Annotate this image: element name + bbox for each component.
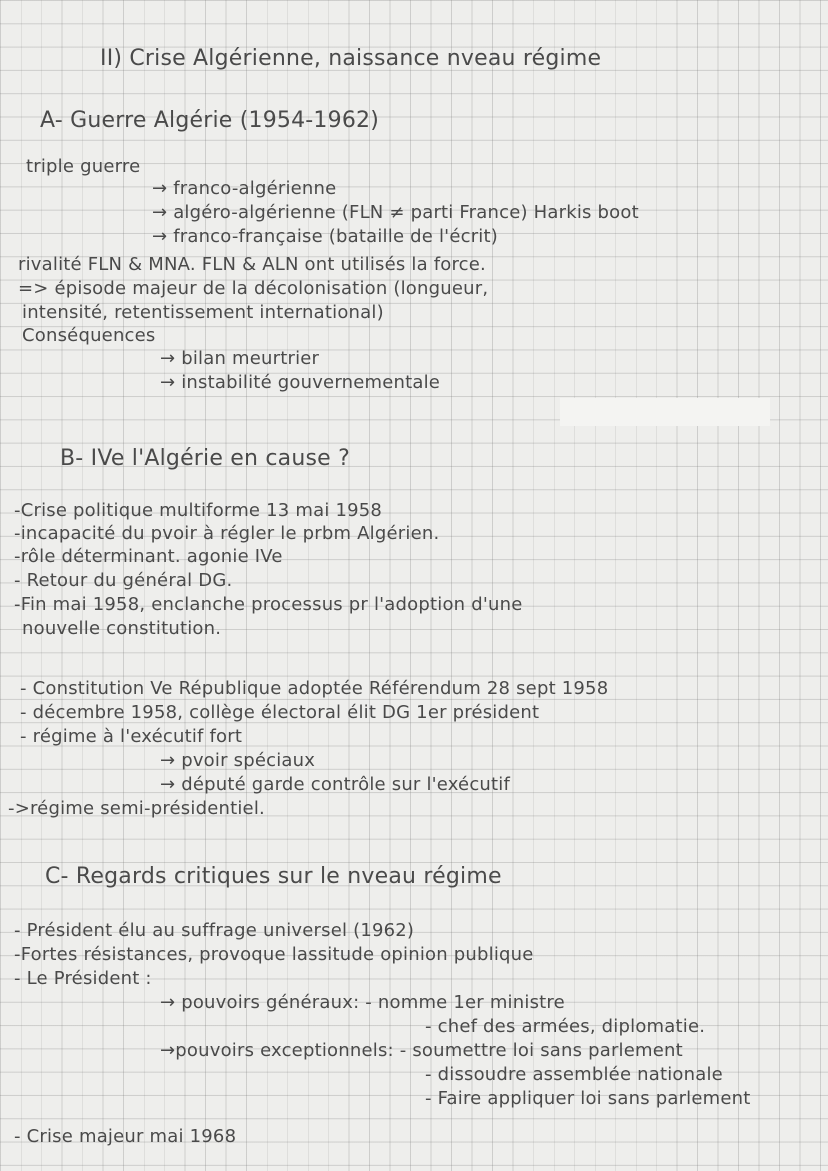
section-b-heading: B- IVe l'Algérie en cause ? <box>60 446 350 471</box>
note-line: - Retour du général DG. <box>14 570 233 591</box>
note-line: -incapacité du pvoir à régler le prbm Algérien. <box>14 523 440 544</box>
page-title: II) Crise Algérienne, naissance nveau régime <box>100 46 602 71</box>
note-line: -Crise politique multiforme 13 mai 1958 <box>14 500 383 521</box>
note-line: - Crise majeur mai 1968 <box>14 1126 237 1147</box>
note-line: - Constitution Ve République adoptée Référendum 28 sept 1958 <box>20 678 609 699</box>
note-line: Conséquences <box>22 325 156 346</box>
note-line: → algéro-algérienne (FLN ≠ parti France) Harkis boot <box>152 202 639 223</box>
note-line: intensité, retentissement international) <box>22 302 384 323</box>
note-line: - régime à l'exécutif fort <box>20 726 243 747</box>
note-line: → instabilité gouvernementale <box>160 372 441 393</box>
note-line: nouvelle constitution. <box>22 618 222 639</box>
note-line: -Fin mai 1958, enclanche processus pr l'adoption d'une <box>14 594 523 615</box>
note-line: => épisode majeur de la décolonisation (longueur, <box>18 278 489 299</box>
section-c-heading: C- Regards critiques sur le nveau régime <box>45 864 502 889</box>
note-line: → bilan meurtrier <box>160 348 320 369</box>
note-line: → député garde contrôle sur l'exécutif <box>160 774 511 795</box>
note-line: -rôle déterminant. agonie IVe <box>14 546 283 567</box>
note-line: - chef des armées, diplomatie. <box>425 1016 706 1037</box>
note-line: →pouvoirs exceptionnels: - soumettre loi sans parlement <box>160 1040 683 1061</box>
note-line: → pvoir spéciaux <box>160 750 316 771</box>
note-line: → franco-française (bataille de l'écrit) <box>152 226 498 247</box>
note-line: - décembre 1958, collège électoral élit DG 1er président <box>20 702 540 723</box>
note-line: → pouvoirs généraux: - nomme 1er ministre <box>160 992 565 1013</box>
note-line: - Président élu au suffrage universel (1962) <box>14 920 415 941</box>
note-line: → franco-algérienne <box>152 178 337 199</box>
note-line: - dissoudre assemblée nationale <box>425 1064 723 1085</box>
note-line: rivalité FLN & MNA. FLN & ALN ont utilisés la force. <box>18 254 486 275</box>
note-line: ->régime semi-présidentiel. <box>8 798 265 819</box>
note-line: - Le Président : <box>14 968 152 989</box>
eraser-patch <box>560 398 770 426</box>
note-line: - Faire appliquer loi sans parlement <box>425 1088 751 1109</box>
note-line: -Fortes résistances, provoque lassitude opinion publique <box>14 944 534 965</box>
note-line: triple guerre <box>26 156 141 177</box>
section-a-heading: A- Guerre Algérie (1954-1962) <box>40 108 380 133</box>
